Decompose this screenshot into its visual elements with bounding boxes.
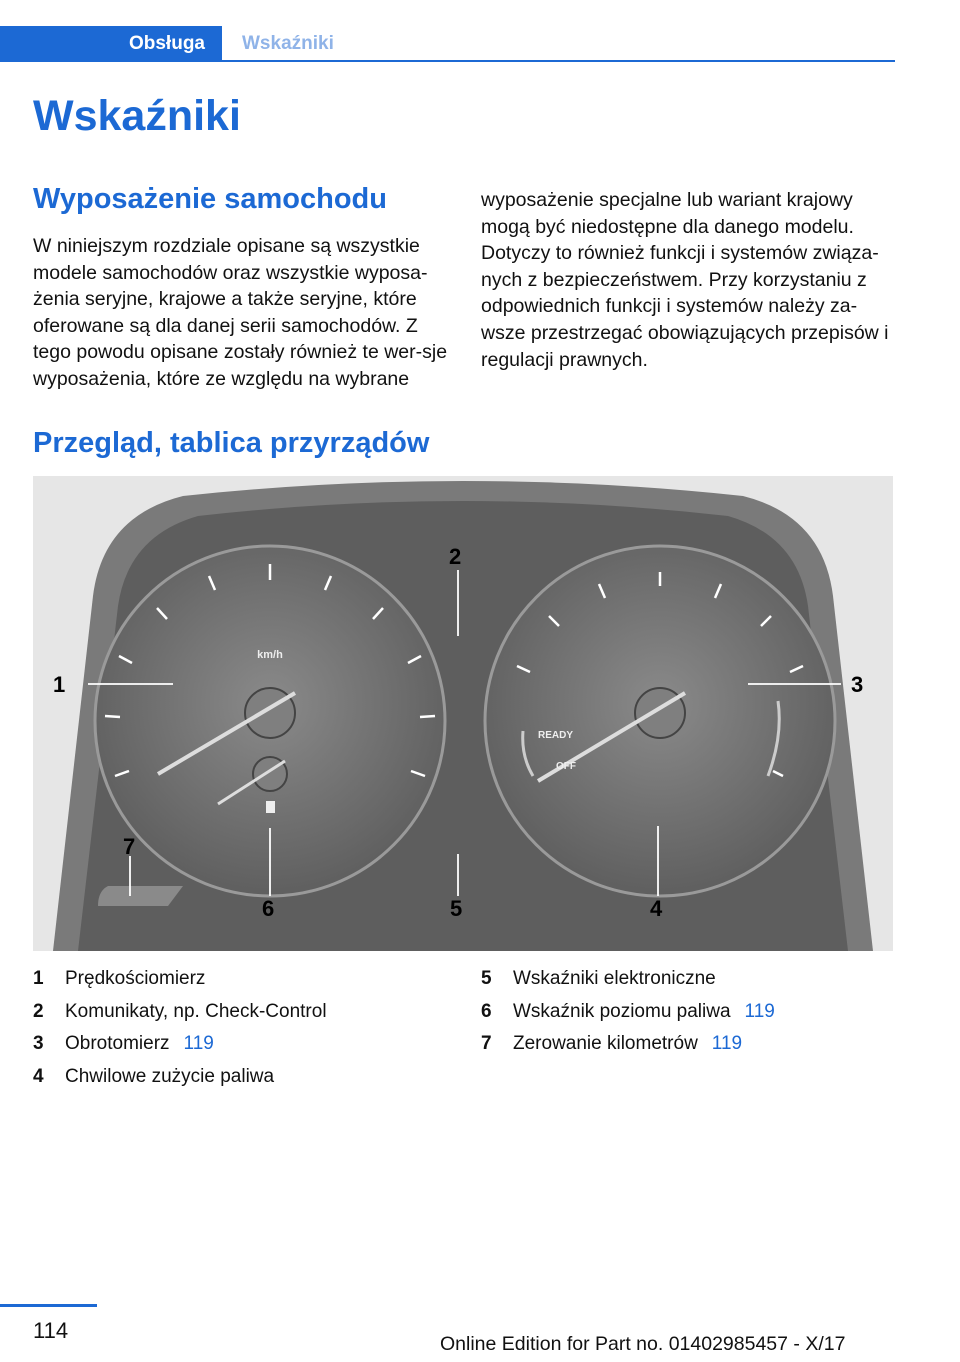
section-heading-equipment: Wyposażenie samochodu: [33, 183, 387, 215]
legend-item: [33, 996, 473, 1029]
legend-number: 1: [33, 968, 44, 989]
text-column-left: [33, 233, 451, 393]
header-divider: [0, 60, 895, 62]
paragraph-right: wyposażenie specjalne lub wariant krajowy mogą być niedostępne dla danego modelu. Dotyczy to również funkcji i systemów związa-nych z bezpieczeństwem. Przy korzystaniu z odpowiednich funkcji i systemów należy za-wsze przestrzegać obowiązujących przepisów i regulacji prawnych.: [481, 189, 889, 371]
callout-2: 2: [449, 544, 462, 569]
callout-1: 1: [53, 672, 66, 697]
text-column-right: [481, 187, 895, 373]
trip-reset-button: [98, 886, 183, 906]
legend-left: [33, 963, 473, 1093]
page-number: 114: [33, 1318, 69, 1343]
fuel-pump-icon: [266, 801, 275, 813]
legend-item: [481, 1028, 901, 1061]
legend-item: [33, 963, 473, 996]
legend-text: Prędkościomierz: [65, 968, 206, 989]
instrument-cluster-illustration: [33, 476, 893, 951]
section-heading-overview: Przegląd, tablica przyrządów: [33, 427, 430, 459]
legend-text: Chwilowe zużycie paliwa: [65, 1065, 275, 1087]
callout-4: 4: [650, 896, 663, 921]
page-title: Wskaźniki: [33, 92, 241, 140]
callout-7: 7: [123, 834, 136, 859]
legend-item: [481, 996, 901, 1029]
legend-text: Wskaźnik poziomu paliwa: [513, 1000, 731, 1022]
legend-item: [33, 1061, 473, 1094]
instrument-cluster-figure: [33, 476, 893, 951]
callout-5: 5: [450, 896, 463, 921]
tab-wskazniki[interactable]: [242, 26, 334, 62]
legend-text: Obrotomierz: [65, 1033, 170, 1054]
page-link[interactable]: 119: [183, 1033, 214, 1054]
edition-text: Online Edition for Part no. 01402985457 - X/17: [440, 1333, 846, 1355]
legend-item: [481, 963, 901, 996]
tab-wskazniki-label: Wskaźniki: [242, 33, 334, 54]
legend-text: Komunikaty, np. Check-Control: [65, 1000, 327, 1022]
legend-number: 2: [33, 1000, 44, 1022]
ready-label: READY: [538, 730, 574, 741]
tab-obsluga-label: Obsługa: [128, 33, 205, 54]
speed-unit-label: km/h: [257, 649, 283, 661]
legend-number: 7: [481, 1033, 492, 1054]
footer-divider: [0, 1304, 97, 1307]
off-label: OFF: [556, 761, 576, 772]
tab-obsluga[interactable]: [0, 26, 222, 62]
callout-6: 6: [262, 896, 275, 921]
legend-number: 6: [481, 1000, 492, 1022]
page-link[interactable]: 119: [711, 1033, 743, 1054]
legend-text: Wskaźniki elektroniczne: [513, 968, 716, 989]
legend-number: 5: [481, 968, 492, 989]
page-link[interactable]: 119: [744, 1000, 775, 1022]
legend-right: [481, 963, 901, 1061]
legend-item: [33, 1028, 473, 1061]
legend-text: Zerowanie kilometrów: [513, 1033, 698, 1054]
legend-number: 3: [33, 1033, 44, 1054]
paragraph-left: W niniejszym rozdziale opisane są wszystkie modele samochodów oraz wszystkie wyposa-żenia seryjne, krajowe a także seryjne, które oferowane są dla danej serii samochodów. Z tego powodu opisane zostały również te wer-sje wyposażenia, które ze względu na wybrane: [33, 235, 448, 390]
legend-number: 4: [33, 1065, 44, 1087]
callout-3: 3: [851, 672, 864, 697]
